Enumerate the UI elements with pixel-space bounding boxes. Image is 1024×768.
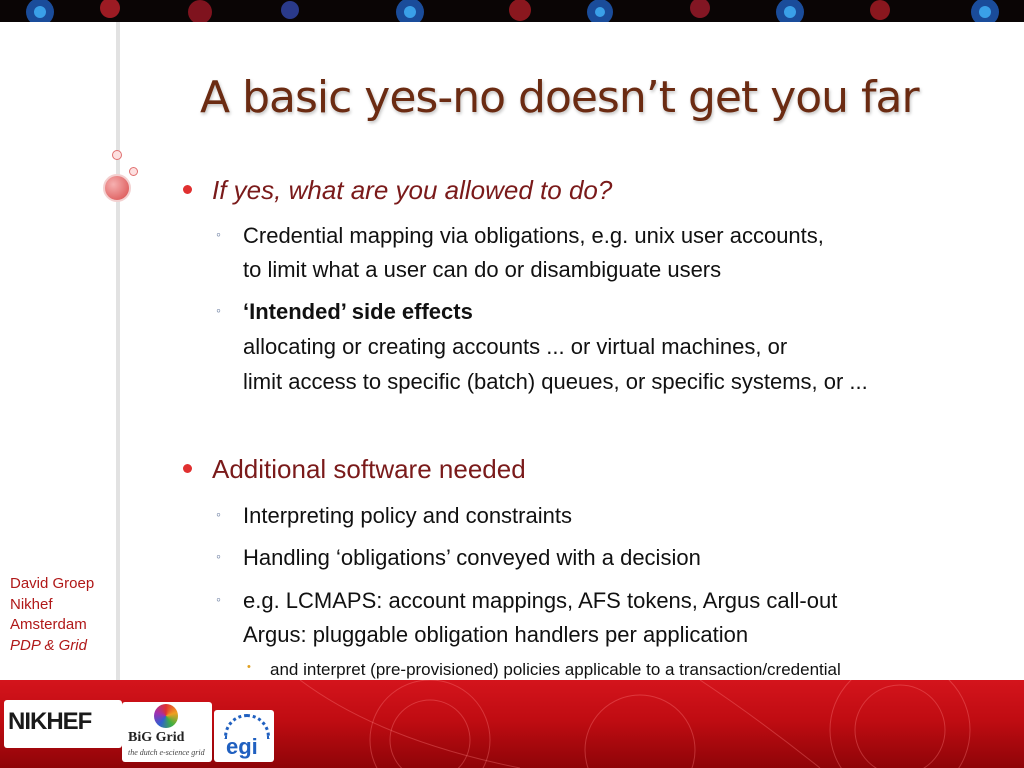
biggrid-flower-icon <box>154 704 178 728</box>
sub-bullet-text: limit access to specific (batch) queues, or specific systems, or ... <box>243 369 868 394</box>
biggrid-logo <box>122 702 212 762</box>
left-divider-bar <box>116 22 120 686</box>
bullet-heading: If yes, what are you allowed to do? <box>212 175 613 205</box>
nikhef-logo-text: NIKHEF <box>8 708 92 735</box>
sub-bullet-text: Credential mapping via obligations, e.g. unix user accounts, <box>243 223 824 248</box>
decorative-circle-large <box>103 174 131 202</box>
top-decorative-band <box>0 0 1024 22</box>
sub-bullet-text: Argus: pluggable obligation handlers per application <box>243 622 749 647</box>
sub-bullet-text: e.g. LCMAPS: account mappings, AFS tokens, Argus call-out <box>243 588 838 613</box>
sub-bullet-circle: ◦ <box>216 226 221 242</box>
biggrid-tagline: the dutch e-science grid <box>128 748 205 757</box>
particle-pattern-graphic <box>0 0 1024 22</box>
bullet-heading: Additional software needed <box>212 454 526 484</box>
sub-bullet-text: Handling ‘obligations’ conveyed with a decision <box>243 545 701 570</box>
sub-bullet-circle: ◦ <box>216 302 221 318</box>
bullet-dot <box>183 464 192 473</box>
egi-logo <box>214 710 274 762</box>
sub-sub-bullet-text: and interpret (pre-provisioned) policies applicable to a transaction/credential <box>270 660 841 679</box>
sub-bullet-text: Interpreting policy and constraints <box>243 503 572 528</box>
sub-bullet-circle: ◦ <box>216 548 221 564</box>
biggrid-logo-text: BiG Grid <box>128 730 185 745</box>
nikhef-logo <box>4 700 122 748</box>
bottom-decorative-band <box>0 680 1024 768</box>
decorative-circle-small <box>112 150 122 160</box>
egi-logo-text: egi <box>226 734 258 759</box>
sub-bullet-text: to limit what a user can do or disambiguate users <box>243 257 722 282</box>
author-block <box>10 574 94 656</box>
sub-bullet-text: allocating or creating accounts ... or virtual machines, or <box>243 334 788 359</box>
slide-title: A basic yes-no doesn’t get you far <box>200 72 919 123</box>
sub-sub-bullet-dot: • <box>247 661 251 673</box>
author-org: Nikhef <box>10 595 53 613</box>
sub-bullet-circle: ◦ <box>216 506 221 522</box>
sub-bullet-circle: ◦ <box>216 591 221 607</box>
bullet-dot <box>183 185 192 194</box>
author-city: Amsterdam <box>10 616 87 633</box>
author-name: David Groep <box>10 575 95 592</box>
author-group: PDP & Grid <box>10 636 87 654</box>
sub-bullet-heading: ‘Intended’ side effects <box>243 299 473 324</box>
decorative-circle-small <box>129 167 138 176</box>
